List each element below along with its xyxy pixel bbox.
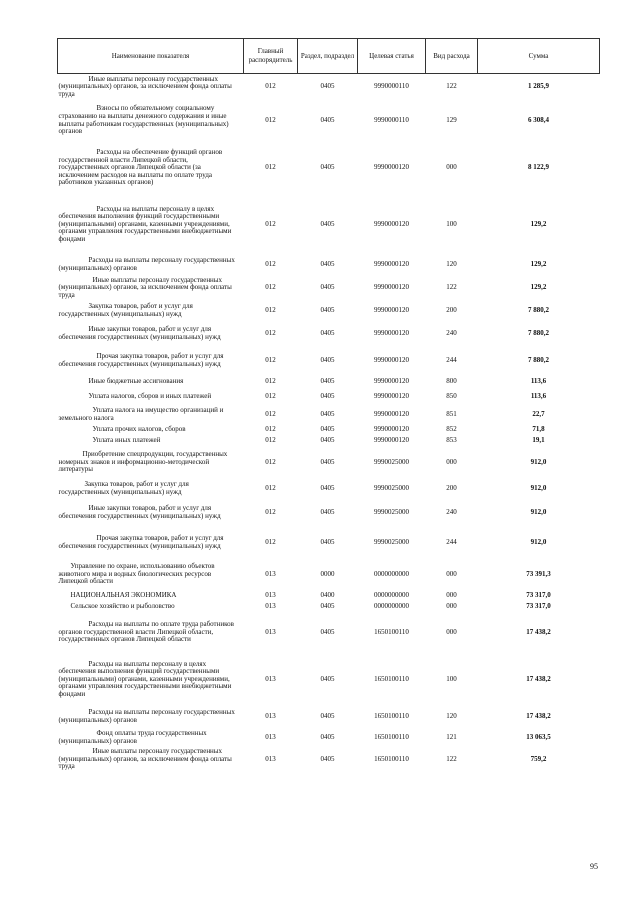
row-name: Прочая закупка товаров, работ и услуг для обеспечения государственных (муниципальных) нужд (58, 533, 224, 550)
row-glavny-rasporyaditel: 012 (265, 259, 276, 268)
row-glavny-rasporyaditel: 012 (265, 457, 276, 466)
row-summa: 13 063,5 (526, 732, 551, 741)
row-summa: 73 317,0 (526, 591, 551, 600)
table-row (58, 653, 600, 707)
row-name: Расходы на выплаты персоналу государственных (муниципальных) органов (58, 708, 235, 724)
row-summa: 912,0 (530, 537, 547, 546)
row-vid-rashoda: 200 (446, 483, 457, 492)
row-glavny-rasporyaditel: 012 (265, 305, 276, 314)
row-celevaya-statya: 9990025000 (374, 483, 409, 492)
row-glavny-rasporyaditel: 012 (265, 391, 276, 400)
row-summa: 113,6 (530, 391, 547, 400)
table-header-row (58, 39, 600, 74)
row-vid-rashoda: 122 (446, 754, 457, 763)
row-glavny-rasporyaditel: 012 (265, 436, 276, 445)
table-row (58, 436, 600, 447)
row-vid-rashoda: 122 (446, 283, 457, 292)
row-glavny-rasporyaditel: 012 (265, 163, 276, 172)
table-row (58, 301, 600, 321)
header-vid-rashoda: Вид расхода (426, 39, 478, 74)
row-name: Уплата прочих налогов, сборов (92, 425, 186, 434)
table-row (58, 101, 600, 141)
row-celevaya-statya: 9990000120 (374, 283, 409, 292)
row-celevaya-statya: 9990000120 (374, 328, 409, 337)
table-row (58, 527, 600, 559)
row-name: Расходы на выплаты персоналу в целях обеспечения выполнения функций государственными (муниципальными) органами, казенными учреждениями, органами управления государственными внебюджетными фондами (58, 659, 232, 698)
row-razdel: 0405 (320, 305, 335, 314)
table-row (58, 425, 600, 436)
row-vid-rashoda: 244 (446, 355, 457, 364)
row-summa: 912,0 (530, 457, 547, 466)
row-razdel: 0405 (320, 82, 335, 91)
row-glavny-rasporyaditel: 013 (265, 674, 276, 683)
header-celevaya-statya: Целевая статья (358, 39, 426, 74)
row-name: НАЦИОНАЛЬНАЯ ЭКОНОМИКА (70, 591, 177, 600)
row-vid-rashoda: 000 (446, 163, 457, 172)
row-summa: 17 438,2 (526, 712, 551, 721)
header-razdel-podrazdel: Раздел, подраздел (298, 39, 358, 74)
row-glavny-rasporyaditel: 012 (265, 376, 276, 385)
row-glavny-rasporyaditel: 013 (265, 732, 276, 741)
row-summa: 912,0 (530, 483, 547, 492)
row-razdel: 0405 (320, 537, 335, 546)
row-celevaya-statya: 1650100110 (374, 732, 409, 741)
row-celevaya-statya: 9990000110 (374, 115, 409, 124)
row-razdel: 0405 (320, 376, 335, 385)
row-vid-rashoda: 120 (446, 712, 457, 721)
row-celevaya-statya: 0000000000 (374, 591, 409, 600)
row-glavny-rasporyaditel: 013 (265, 627, 276, 636)
row-vid-rashoda: 100 (446, 219, 457, 228)
row-name: Уплата иных платежей (92, 436, 161, 445)
row-summa: 912,0 (530, 507, 547, 516)
row-name: Уплата налога на имущество организаций и земельного налога (58, 405, 224, 422)
table-row (58, 405, 600, 425)
row-name: Иные выплаты персоналу государственных (муниципальных) органов, за исключением фонда оплаты труда (58, 74, 232, 99)
page-number: 95 (590, 862, 598, 871)
row-glavny-rasporyaditel: 012 (265, 219, 276, 228)
row-razdel: 0405 (320, 115, 335, 124)
row-razdel: 0405 (320, 425, 335, 434)
row-razdel: 0405 (320, 674, 335, 683)
table-row (58, 499, 600, 527)
row-razdel: 0400 (320, 591, 335, 600)
row-summa: 7 880,2 (528, 305, 549, 314)
row-vid-rashoda: 000 (446, 627, 457, 636)
row-name: Сельское хозяйство и рыболовство (70, 602, 175, 611)
row-celevaya-statya: 9990025000 (374, 457, 409, 466)
row-summa: 8 122,9 (528, 163, 549, 172)
row-glavny-rasporyaditel: 012 (265, 355, 276, 364)
row-glavny-rasporyaditel: 012 (265, 483, 276, 492)
table-row (58, 559, 600, 591)
row-name: Расходы на выплаты персоналу государственных (муниципальных) органов (58, 255, 235, 272)
row-glavny-rasporyaditel: 012 (265, 328, 276, 337)
budget-table (57, 38, 600, 772)
row-summa: 759,2 (530, 754, 547, 763)
row-vid-rashoda: 851 (446, 409, 457, 418)
row-vid-rashoda: 100 (446, 674, 457, 683)
row-razdel: 0405 (320, 457, 335, 466)
row-glavny-rasporyaditel: 013 (265, 602, 276, 611)
header-name: Наименование показателя (58, 39, 244, 74)
row-razdel: 0405 (320, 391, 335, 400)
row-summa: 129,2 (530, 259, 547, 268)
row-name: Управление по охране, использованию объектов животного мира и водных биологических ресурсов Липецкой области (58, 562, 215, 586)
row-celevaya-statya: 9990000120 (374, 391, 409, 400)
row-name: Уплата налогов, сборов и иных платежей (88, 391, 212, 400)
row-summa: 73 391,3 (526, 569, 551, 578)
row-glavny-rasporyaditel: 013 (265, 754, 276, 763)
row-razdel: 0405 (320, 409, 335, 418)
row-glavny-rasporyaditel: 012 (265, 283, 276, 292)
table-row (58, 602, 600, 613)
row-name: Расходы на обеспечение функций органов государственной власти Липецкой области, государственных органов Липецкой области (за исключением расходов на выплаты по оплате труда работников указанных органов) (58, 148, 223, 187)
table-row (58, 748, 600, 772)
row-glavny-rasporyaditel: 013 (265, 712, 276, 721)
row-celevaya-statya: 9990000120 (374, 219, 409, 228)
row-name: Расходы на выплаты по оплате труда работников органов государственной власти Липецкой области, государственных органов Липецкой области (58, 620, 234, 644)
row-celevaya-statya: 9990025000 (374, 537, 409, 546)
row-razdel: 0405 (320, 712, 335, 721)
row-vid-rashoda: 850 (446, 391, 457, 400)
row-name: Взносы по обязательному социальному страхованию на выплаты денежного содержания и иные выплаты работникам государственных (муниципальных) органов (58, 104, 229, 136)
row-razdel: 0000 (320, 569, 335, 578)
row-summa: 19,1 (532, 436, 545, 445)
row-vid-rashoda: 000 (446, 457, 457, 466)
row-celevaya-statya: 9990000120 (374, 425, 409, 434)
row-name: Приобретение спецпродукции, государственных номерных знаков и информационно-методической литературы (58, 450, 228, 474)
row-summa: 113,6 (530, 376, 547, 385)
table-row (58, 196, 600, 254)
table-row (58, 728, 600, 748)
row-vid-rashoda: 244 (446, 537, 457, 546)
row-vid-rashoda: 000 (446, 591, 457, 600)
row-celevaya-statya: 9990000120 (374, 163, 409, 172)
row-name: Иные выплаты персоналу государственных (муниципальных) органов, за исключением фонда оплаты труда (58, 275, 232, 299)
row-razdel: 0405 (320, 163, 335, 172)
row-summa: 7 880,2 (528, 328, 549, 337)
row-vid-rashoda: 122 (446, 82, 457, 91)
row-vid-rashoda: 800 (446, 376, 457, 385)
row-razdel: 0405 (320, 732, 335, 741)
row-summa: 129,2 (530, 219, 547, 228)
row-vid-rashoda: 240 (446, 328, 457, 337)
row-name: Иные выплаты персоналу государственных (муниципальных) органов, за исключением фонда оплаты труда (58, 747, 232, 771)
row-glavny-rasporyaditel: 012 (265, 82, 276, 91)
header-glavny-rasporyaditel: Главный распорядитель (244, 39, 298, 74)
row-celevaya-statya: 9990000120 (374, 259, 409, 268)
row-razdel: 0405 (320, 283, 335, 292)
table-row (58, 375, 600, 389)
row-celevaya-statya: 9990000120 (374, 376, 409, 385)
row-summa: 1 285,9 (528, 82, 549, 91)
row-vid-rashoda: 000 (446, 569, 457, 578)
table-row (58, 591, 600, 602)
row-razdel: 0405 (320, 627, 335, 636)
row-summa: 22,7 (532, 409, 545, 418)
row-razdel: 0405 (320, 754, 335, 763)
table-row (58, 321, 600, 347)
row-celevaya-statya: 9990000120 (374, 305, 409, 314)
row-razdel: 0405 (320, 602, 335, 611)
table-row (58, 276, 600, 301)
row-name: Иные закупки товаров, работ и услуг для обеспечения государственных (муниципальных) нужд (58, 324, 221, 341)
row-name: Иные закупки товаров, работ и услуг для обеспечения государственных (муниципальных) нужд (58, 503, 221, 520)
row-celevaya-statya: 1650100110 (374, 754, 409, 763)
row-glavny-rasporyaditel: 013 (265, 569, 276, 578)
row-razdel: 0405 (320, 507, 335, 516)
row-vid-rashoda: 121 (446, 732, 457, 741)
row-razdel: 0405 (320, 355, 335, 364)
row-razdel: 0405 (320, 219, 335, 228)
row-summa: 7 880,2 (528, 355, 549, 364)
row-celevaya-statya: 0000000000 (374, 602, 409, 611)
row-glavny-rasporyaditel: 012 (265, 425, 276, 434)
header-summa: Сумма (478, 39, 600, 74)
row-glavny-rasporyaditel: 012 (265, 537, 276, 546)
row-celevaya-statya: 9990000120 (374, 436, 409, 445)
row-name: Закупка товаров, работ и услуг для государственных (муниципальных) нужд (58, 301, 193, 318)
row-summa: 129,2 (530, 283, 547, 292)
row-summa: 17 438,2 (526, 627, 551, 636)
row-celevaya-statya: 1650100110 (374, 627, 409, 636)
row-glavny-rasporyaditel: 013 (265, 591, 276, 600)
row-glavny-rasporyaditel: 012 (265, 409, 276, 418)
row-vid-rashoda: 000 (446, 602, 457, 611)
row-vid-rashoda: 852 (446, 425, 457, 434)
row-celevaya-statya: 0000000000 (374, 569, 409, 578)
row-celevaya-statya: 1650100110 (374, 674, 409, 683)
table-row (58, 707, 600, 728)
table-row (58, 74, 600, 101)
row-vid-rashoda: 200 (446, 305, 457, 314)
row-celevaya-statya: 9990000120 (374, 355, 409, 364)
table-row (58, 254, 600, 276)
row-name: Расходы на выплаты персоналу в целях обеспечения выполнения функций государственными (муниципальными) органами, казенными учреждениями, органами управления государственными внебюджетными фондами (58, 204, 232, 243)
row-name: Прочая закупка товаров, работ и услуг для обеспечения государственных (муниципальных) нужд (58, 351, 224, 368)
table-row (58, 479, 600, 499)
table-body (58, 74, 600, 772)
row-celevaya-statya: 9990025000 (374, 507, 409, 516)
row-summa: 71,8 (532, 425, 545, 434)
row-summa: 17 438,2 (526, 674, 551, 683)
row-vid-rashoda: 853 (446, 436, 457, 445)
row-celevaya-statya: 9990000110 (374, 82, 409, 91)
table-row (58, 389, 600, 405)
row-name: Иные бюджетные ассигнования (88, 376, 184, 385)
row-summa: 73 317,0 (526, 602, 551, 611)
table-row (58, 347, 600, 375)
table-row (58, 447, 600, 479)
row-summa: 6 308,4 (528, 115, 549, 124)
row-celevaya-statya: 9990000120 (374, 409, 409, 418)
row-vid-rashoda: 120 (446, 259, 457, 268)
row-vid-rashoda: 129 (446, 115, 457, 124)
row-celevaya-statya: 1650100110 (374, 712, 409, 721)
table-row (58, 141, 600, 196)
row-name: Фонд оплаты труда государственных (муниципальных) органов (58, 728, 207, 745)
row-vid-rashoda: 240 (446, 507, 457, 516)
row-glavny-rasporyaditel: 012 (265, 115, 276, 124)
row-razdel: 0405 (320, 483, 335, 492)
table-row (58, 613, 600, 653)
row-glavny-rasporyaditel: 012 (265, 507, 276, 516)
row-razdel: 0405 (320, 436, 335, 445)
row-razdel: 0405 (320, 259, 335, 268)
row-name: Закупка товаров, работ и услуг для государственных (муниципальных) нужд (58, 479, 189, 496)
row-razdel: 0405 (320, 328, 335, 337)
